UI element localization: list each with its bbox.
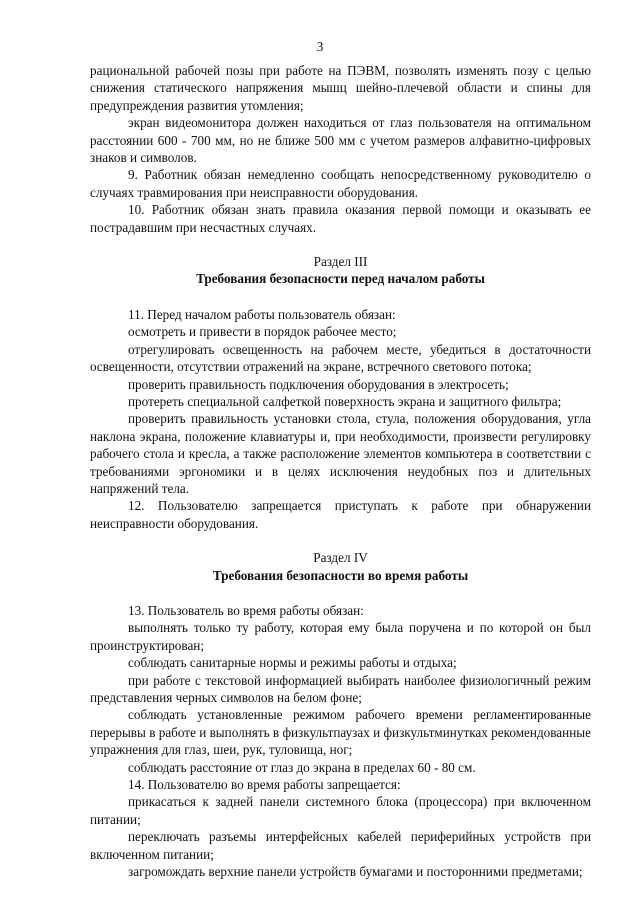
paragraph-item-12: 12. Пользователю запрещается приступать к работе при обнаружении неисправности оборудования. [90, 498, 591, 531]
list-item: соблюдать установленные режимом рабочего времени регламентированные перерывы в работе и выполнять в физкультпаузах и физкультминутках рекомендованные упражнения для глаз, шеи, рук, туловища, ног; [90, 707, 591, 758]
section-3-label: Раздел III [313, 254, 368, 270]
list-item: соблюдать санитарные нормы и режимы работы и отдыха; [128, 655, 457, 671]
section-3-body [90, 306, 591, 532]
paragraph-item-13: 13. Пользователь во время работы обязан: [128, 602, 364, 618]
list-item: выполнять только ту работу, которая ему была поручена и по которой он был проинструктирован; [90, 620, 591, 653]
paragraph-item-9: 9. Работник обязан немедленно сообщать непосредственному руководителю о случаях травмирования при неисправности оборудования. [90, 167, 591, 200]
section-3-title: Требования безопасности перед началом работы [196, 271, 485, 287]
paragraph-monitor-distance: экран видеомонитора должен находиться от глаз пользователя на оптимальном расстоянии 600 - 700 мм, но не ближе 500 мм с учетом размеров алфавитно-цифровых знаков и символов. [90, 115, 591, 166]
section-4-body [90, 602, 591, 881]
paragraph-item-14: 14. Пользователю во время работы запрещается: [128, 777, 401, 793]
paragraph-item-10: 10. Работник обязан знать правила оказания первой помощи и оказывать ее пострадавшим при несчастных случаях. [90, 202, 591, 235]
list-item: переключать разъемы интерфейсных кабелей периферийных устройств при включенном питании; [90, 829, 591, 862]
section-4-title: Требования безопасности во время работы [212, 567, 469, 583]
paragraph-continuation: рациональной рабочей позы при работе на ПЭВМ, позволять изменять позу с целью снижения статического напряжения мышц шейно-плечевой области и спины для предупреждения развития утомления; [90, 63, 591, 113]
list-item: соблюдать расстояние от глаз до экрана в пределах 60 - 80 см. [128, 759, 476, 775]
page-number: 3 [316, 39, 324, 54]
list-item: при работе с текстовой информацией выбирать наиболее физиологичный режим представления черных символов на белом фоне; [90, 672, 591, 705]
list-item: протереть специальной салфеткой поверхность экрана и защитного фильтра; [128, 393, 562, 409]
list-item: прикасаться к задней панели системного блока (процессора) при включенном питании; [90, 794, 591, 827]
section-4-label: Раздел IV [313, 550, 368, 566]
list-item: осмотреть и привести в порядок рабочее место; [128, 324, 397, 340]
list-item: проверить правильность установки стола, стула, положения оборудования, угла наклона экрана, положение клавиатуры и, при необходимости, произвести регулировку рабочего стола и кресла, а также расположение элементов компьютера в соответствии с требованиями эргономики и в целях исключения неудобных поз и длительных напряжений тела. [90, 411, 591, 496]
list-item: загромождать верхние панели устройств бумагами и посторонними предметами; [128, 864, 583, 880]
list-item: проверить правильность подключения оборудования в электросеть; [128, 376, 509, 392]
paragraph-item-11: 11. Перед началом работы пользователь обязан: [128, 306, 396, 322]
document-body [90, 62, 591, 880]
list-item: отрегулировать освещенность на рабочем месте, убедиться в достаточности освещенности, отсутствии отражений на экране, встречного светового потока; [90, 341, 591, 375]
